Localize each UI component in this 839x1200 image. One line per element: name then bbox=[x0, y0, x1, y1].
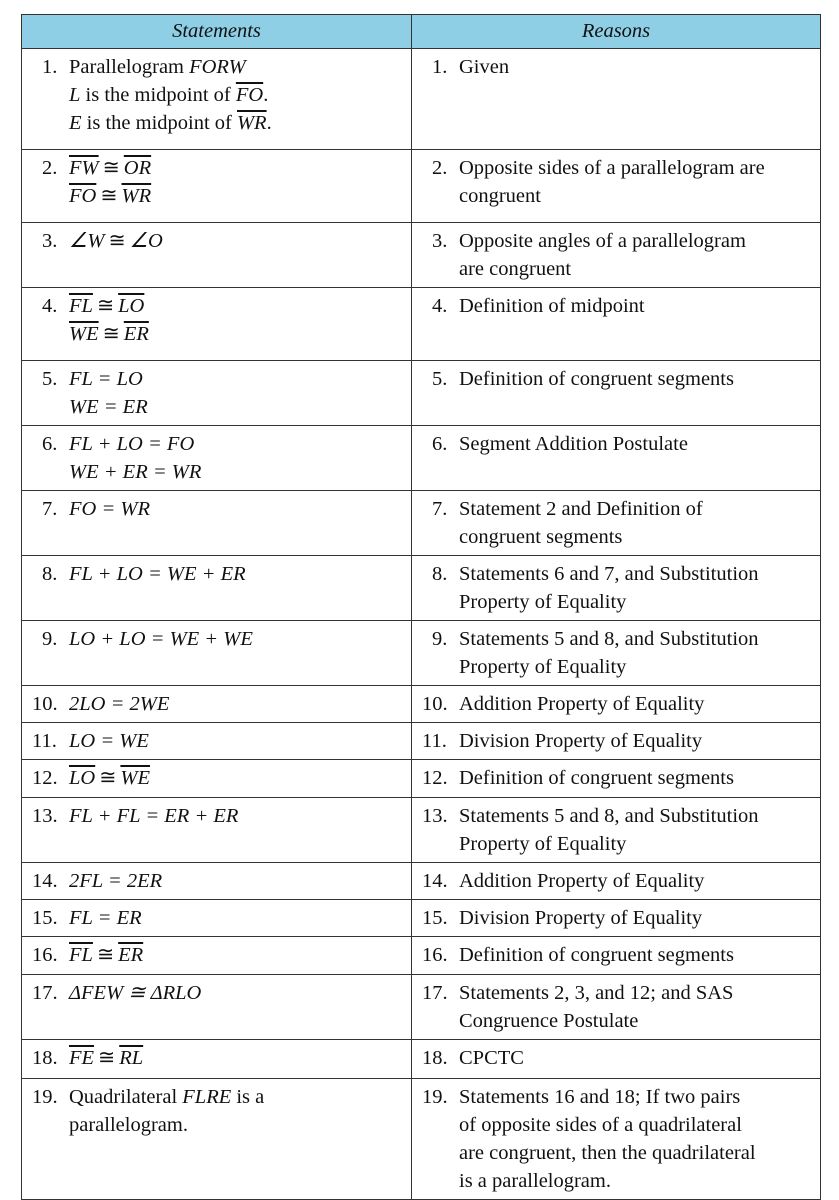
reason-cell: 18. CPCTC bbox=[412, 1040, 821, 1079]
proof-table bbox=[21, 14, 821, 1200]
statement-cell: 7. FO = WR bbox=[22, 491, 412, 556]
statement-cell: 18. $\overline{FE}$ ≅ $\overline{RL}$ bbox=[22, 1040, 412, 1079]
reason-cell: 10. Addition Property of Equality bbox=[412, 686, 821, 723]
header-row bbox=[22, 15, 821, 49]
proof-row bbox=[22, 686, 821, 723]
proof-row bbox=[22, 361, 821, 426]
proof-row bbox=[22, 150, 821, 223]
statement-cell: 13. FL + FL = ER + ER bbox=[22, 798, 412, 863]
statements-header: Statements bbox=[22, 15, 412, 49]
reason-cell: 11. Division Property of Equality bbox=[412, 723, 821, 760]
statement-cell: 19. Quadrilateral FLRE is a parallelogram. bbox=[22, 1079, 412, 1200]
statement-cell: 9. LO + LO = WE + WE bbox=[22, 621, 412, 686]
reason-cell: 13. Statements 5 and 8, and Substitution Property of Equality bbox=[412, 798, 821, 863]
proof-row bbox=[22, 1079, 821, 1200]
reason-cell: 12. Definition of congruent segments bbox=[412, 760, 821, 798]
proof-row bbox=[22, 223, 821, 288]
proof-row bbox=[22, 798, 821, 863]
statement-cell: 11. LO = WE bbox=[22, 723, 412, 760]
row-number: 1. bbox=[42, 56, 58, 78]
statement-cell: 10. 2LO = 2WE bbox=[22, 686, 412, 723]
reasons-header: Reasons bbox=[412, 15, 821, 49]
statement-cell: 17. ΔFEW ≅ ΔRLO bbox=[22, 975, 412, 1040]
proof-row bbox=[22, 288, 821, 361]
reason-cell: 8. Statements 6 and 7, and Substitution Property of Equality bbox=[412, 556, 821, 621]
reason-cell: 19. Statements 16 and 18; If two pairs of opposite sides of a quadrilateral are congruent, then the quadrilateral is a parallelogram. bbox=[412, 1079, 821, 1200]
proof-row bbox=[22, 723, 821, 760]
reason-cell: 2. Opposite sides of a parallelogram are congruent bbox=[412, 150, 821, 223]
proof-row bbox=[22, 49, 821, 150]
proof-row bbox=[22, 621, 821, 686]
reason-cell: 4. Definition of midpoint bbox=[412, 288, 821, 361]
statement-cell: 3. ∠W ≅ ∠O bbox=[22, 223, 412, 288]
statement-cell: 2. $\overline{FW}$ ≅ $\overline{OR}$ $\overline{FO}$ ≅ $\overline{WR}$ bbox=[22, 150, 412, 223]
statement-cell: 14. 2FL = 2ER bbox=[22, 863, 412, 900]
statement-cell: 15. FL = ER bbox=[22, 900, 412, 937]
statement-cell: 4. $\overline{FL}$ ≅ $\overline{LO}$ $\overline{WE}$ ≅ $\overline{ER}$ bbox=[22, 288, 412, 361]
statement-cell: 16. $\overline{FL}$ ≅ $\overline{ER}$ bbox=[22, 937, 412, 975]
proof-row bbox=[22, 556, 821, 621]
reason-cell: 6. Segment Addition Postulate bbox=[412, 426, 821, 491]
reason-cell: 16. Definition of congruent segments bbox=[412, 937, 821, 975]
statement-cell: 12. $\overline{LO}$ ≅ $\overline{WE}$ bbox=[22, 760, 412, 798]
statement-text: E is the midpoint of $\overline{WR}$. bbox=[69, 112, 272, 134]
statement-cell: 6. FL + LO = FO WE + ER = WR bbox=[22, 426, 412, 491]
proof-row bbox=[22, 1040, 821, 1079]
reason-cell: 9. Statements 5 and 8, and Substitution Property of Equality bbox=[412, 621, 821, 686]
proof-row bbox=[22, 491, 821, 556]
proof-row bbox=[22, 975, 821, 1040]
proof-row bbox=[22, 863, 821, 900]
statement-text: Parallelogram FORW bbox=[69, 56, 246, 78]
reason-cell: 7. Statement 2 and Definition of congruent segments bbox=[412, 491, 821, 556]
proof-row bbox=[22, 426, 821, 491]
reason-cell: 1. Given bbox=[412, 49, 821, 150]
statement-cell: 5. FL = LO WE = ER bbox=[22, 361, 412, 426]
statement-cell: 8. FL + LO = WE + ER bbox=[22, 556, 412, 621]
reason-cell: 5. Definition of congruent segments bbox=[412, 361, 821, 426]
proof-row bbox=[22, 760, 821, 798]
reason-cell: 15. Division Property of Equality bbox=[412, 900, 821, 937]
statement-text: L is the midpoint of $\overline{FO}$. bbox=[69, 84, 269, 106]
reason-cell: 3. Opposite angles of a parallelogram are congruent bbox=[412, 223, 821, 288]
reason-cell: 17. Statements 2, 3, and 12; and SAS Congruence Postulate bbox=[412, 975, 821, 1040]
proof-row bbox=[22, 937, 821, 975]
reason-text: Given bbox=[459, 56, 510, 78]
proof-row bbox=[22, 900, 821, 937]
statement-cell bbox=[22, 49, 412, 150]
reason-cell: 14. Addition Property of Equality bbox=[412, 863, 821, 900]
